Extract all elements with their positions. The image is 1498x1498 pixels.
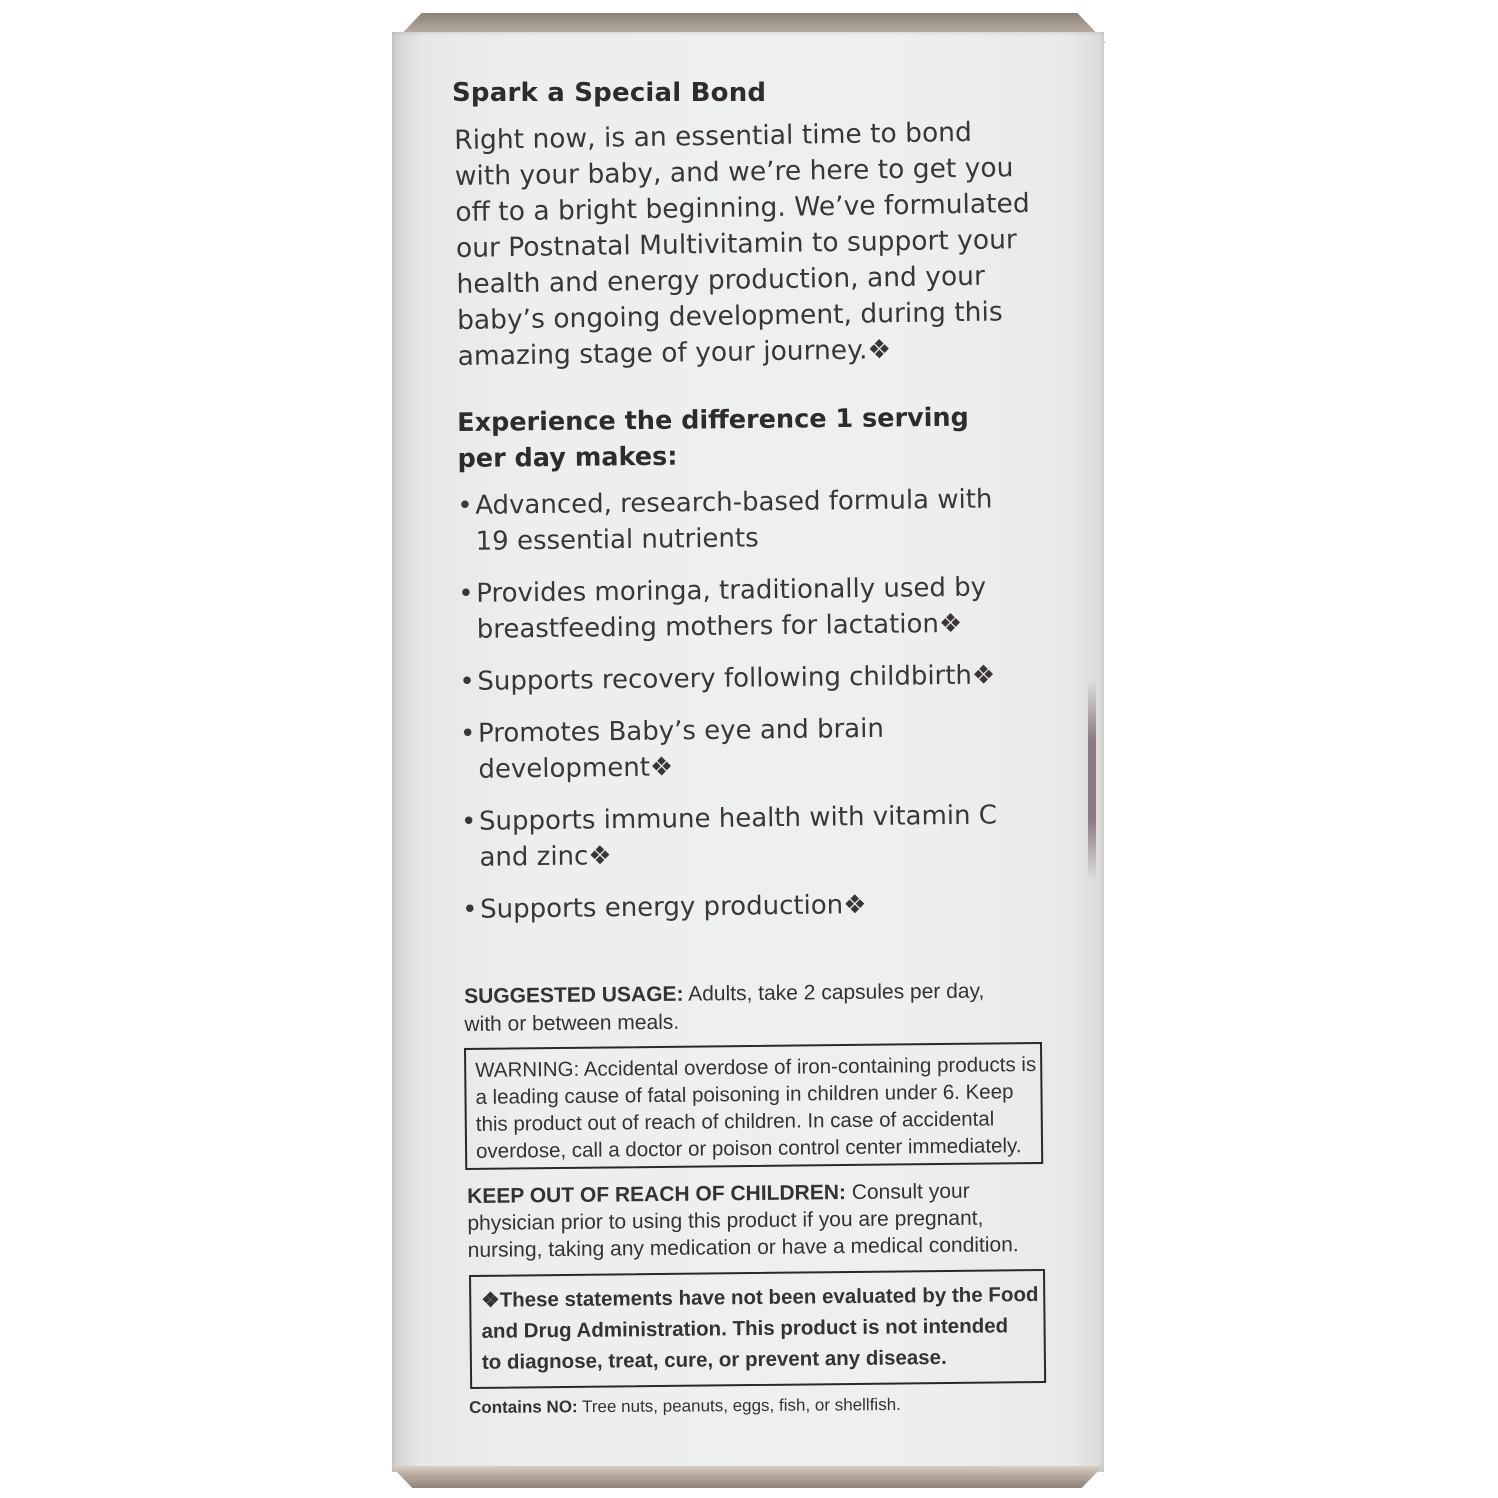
bullet-dot: •: [459, 666, 475, 697]
warning-line: a leading cause of fatal poisoning in children under 6. Keep: [475, 1080, 1014, 1109]
benefit-line: and zinc❖: [479, 841, 612, 873]
keep-out-text: physician prior to using this product if you are pregnant,: [467, 1206, 984, 1235]
benefit-line: Supports immune health with vitamin C: [478, 800, 998, 837]
keep-out-text: Consult your: [845, 1179, 970, 1205]
fda-line: and Drug Administration. This product is not intended: [481, 1314, 1009, 1343]
benefit-line: Provides moringa, traditionally used by: [476, 572, 987, 609]
bullet-dot: •: [460, 806, 477, 837]
benefits-heading: [457, 400, 969, 477]
intro-line: amazing stage of your journey.❖: [457, 334, 892, 372]
warning-line: this product out of reach of children. In case of accidental: [475, 1107, 995, 1136]
bullet-dot: •: [461, 894, 478, 925]
bullet-dot: •: [458, 578, 474, 609]
fda-line: ❖These statements have not been evaluated by the Food: [481, 1283, 1039, 1312]
benefit-item: [458, 569, 995, 648]
benefits-list: [457, 481, 998, 944]
allergen-statement: [469, 1395, 901, 1418]
bullet-dot: •: [459, 718, 476, 749]
fda-disclaimer-box: [469, 1269, 1046, 1389]
intro-line: baby’s ongoing development, during this: [456, 296, 1003, 336]
contains-label: Contains NO:: [469, 1397, 578, 1417]
benefit-item: [461, 797, 998, 876]
benefit-item: [457, 481, 994, 560]
benefit-line: breastfeeding mothers for lactation❖: [476, 608, 963, 645]
warning-line: overdose, call a doctor or poison control center immediately.: [475, 1134, 1022, 1163]
intro-line: off to a bright beginning. We’ve formulated: [455, 187, 1030, 228]
benefit-line: 19 essential nutrients: [475, 523, 759, 557]
keep-out-label: KEEP OUT OF REACH OF CHILDREN:: [467, 1181, 847, 1208]
warning-line: WARNING: Accidental overdose of iron-containing products is: [475, 1053, 1037, 1082]
usage-label: SUGGESTED USAGE:: [464, 982, 684, 1008]
keep-out-text: nursing, taking any medication or have a medical condition.: [467, 1233, 1019, 1262]
suggested-usage: [464, 978, 985, 1039]
panel-heading: Spark a Special Bond: [452, 78, 767, 108]
benefit-item: [462, 885, 998, 928]
benefit-line: Advanced, research-based formula with: [475, 484, 993, 521]
benefit-item: [460, 709, 997, 788]
keep-out-notice: [467, 1177, 1019, 1264]
intro-line: Right now, is an essential time to bond: [454, 116, 973, 156]
benefit-line: Supports recovery following childbirth❖: [477, 660, 996, 697]
intro-line: our Postnatal Multivitamin to support your: [455, 224, 1018, 264]
benefits-heading-line: Experience the difference 1 serving: [457, 402, 970, 438]
benefit-item: [459, 657, 995, 700]
bullet-dot: •: [457, 490, 473, 521]
box-right-edge-shadow: [1088, 680, 1096, 880]
benefit-line: Promotes Baby’s eye and brain: [477, 713, 885, 749]
contains-text: Tree nuts, peanuts, eggs, fish, or shellfish.: [577, 1394, 901, 1417]
fda-line: to diagnose, treat, cure, or prevent any disease.: [481, 1346, 947, 1374]
box-bottom-flap: [391, 1466, 1103, 1488]
usage-text: with or between meals.: [464, 1010, 680, 1036]
benefit-line: Supports energy production❖: [479, 890, 867, 925]
intro-line: health and energy production, and your: [456, 260, 986, 300]
intro-paragraph: [454, 114, 1032, 375]
benefits-heading-line: per day makes:: [457, 441, 678, 474]
benefit-line: development❖: [478, 752, 674, 785]
usage-text: Adults, take 2 capsules per day,: [683, 979, 985, 1006]
warning-box: [464, 1042, 1043, 1170]
intro-line: with your baby, and we’re here to get you: [454, 152, 1014, 192]
